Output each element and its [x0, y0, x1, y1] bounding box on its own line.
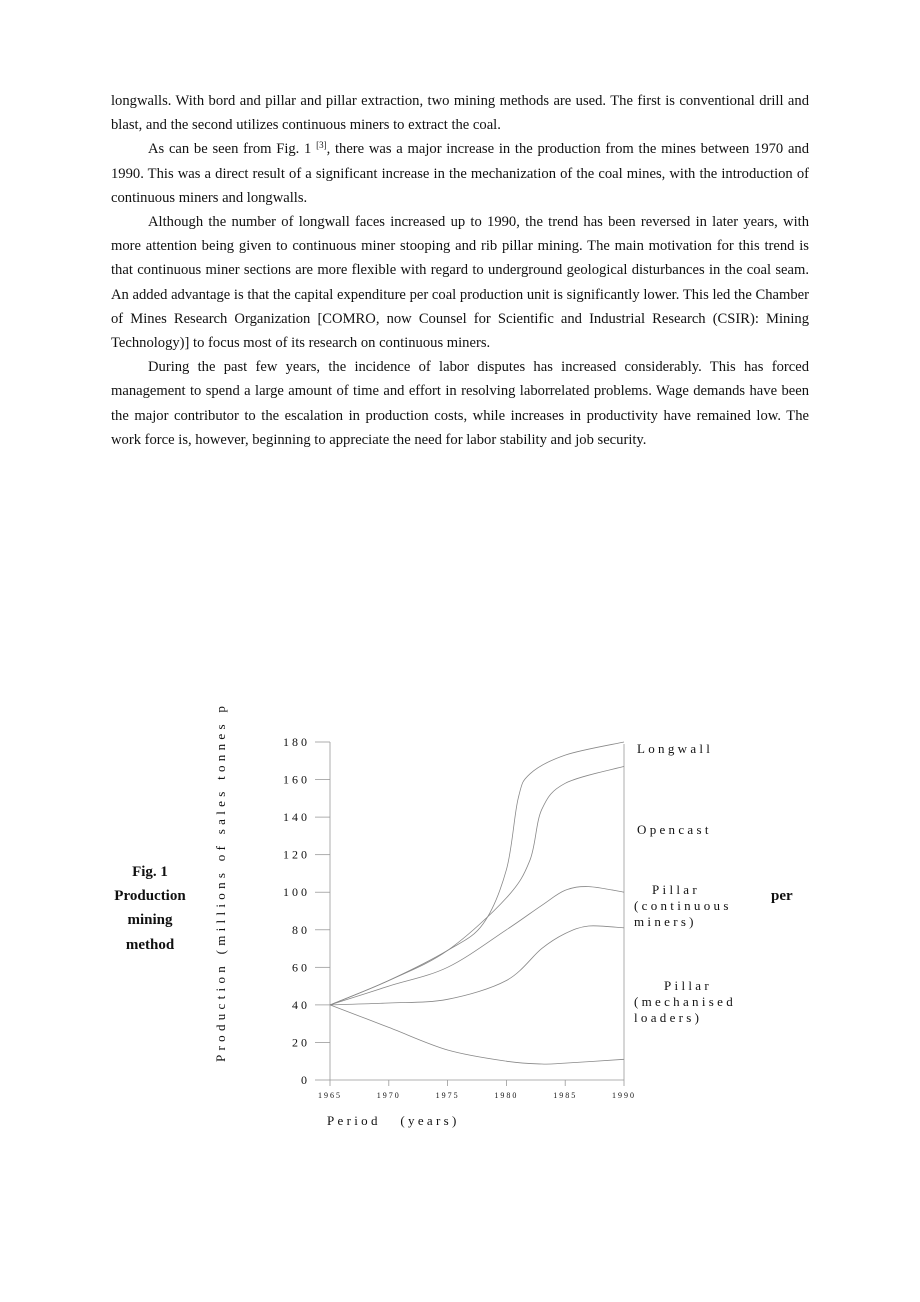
paragraph-4: During the past few years, the incidence of labor disputes has increased considerably. This has forced management to spend a large amount of time and effort in resolving laborrelated problems. Wage demands have been the major contributor to the escalation in production costs, while increases in productivity have remained low. The work force is, however, beginning to appreciate the need for labor stability and job security. — [111, 359, 809, 448]
caption-line: method — [125, 936, 175, 953]
series-label-line: (continuous — [634, 898, 732, 913]
x-tick-label: 1985 — [553, 1091, 578, 1100]
y-tick-label: 0 — [301, 1073, 310, 1087]
y-tick-label: 60 — [292, 960, 310, 975]
caption-line: Fig. 1 — [132, 864, 168, 880]
series-label-line: Longwall — [637, 741, 714, 756]
y-axis-label: Production (millions of sales tonnes p — [213, 701, 228, 1062]
series-label-4 — [634, 978, 742, 1026]
caption-per: per — [771, 888, 793, 904]
x-tick-label: 1975 — [435, 1091, 460, 1100]
y-tick-label: 100 — [283, 885, 310, 900]
x-tick-label: 1990 — [612, 1091, 636, 1100]
series-line-4 — [330, 926, 624, 1005]
x-axis-label: Period (years) — [327, 1113, 460, 1128]
x-tick-label: 1965 — [318, 1091, 342, 1100]
series-label-line: miners) — [634, 914, 697, 929]
paragraph-3: Although the number of longwall faces increased up to 1990, the trend has been reversed in later years, with more attention being given to continuous miner stooping and rib pillar mining. The main motivation for this trend is that continuous miner sections are more flexible with regard to underground geological disturbances in the coal seam. An added advantage is that the capital expenditure per coal production unit is significantly lower. This led the Chamber of Mines Research Organization [COMRO, now Counsel for Scientific and Industrial Research (CSIR): Mining Technology)] to focus most of its research on continuous miners. — [111, 214, 809, 352]
x-tick-label: 1970 — [376, 1091, 401, 1100]
paragraph-2-end: , there was a major increase in the production from the mines between 1970 and 1990. This was a direct result of a significant increase in the mechanization of the coal mines, with the introduction of continuous miners and longwalls. — [111, 141, 810, 206]
paragraph-1: longwalls. With bord and pillar and pillar extraction, two mining methods are used. The first is conventional drill and blast, and the second utilizes continuous miners to extract the coal. — [111, 93, 809, 134]
chart-lines — [330, 742, 624, 1064]
series-line-1 — [330, 742, 624, 1005]
series-line-2 — [330, 766, 624, 1005]
series-label-line: loaders) — [634, 1010, 703, 1025]
y-tick-label: 20 — [292, 1035, 310, 1050]
paragraph-2-start: As can be seen from Fig. 1 — [148, 141, 317, 158]
y-tick-label: 180 — [283, 735, 310, 749]
y-tick-label: 40 — [292, 997, 310, 1012]
series-line-5 — [330, 1005, 624, 1064]
series-label-line: Opencast — [637, 822, 712, 837]
series-label-2 — [637, 822, 712, 838]
caption-line: mining — [127, 912, 173, 929]
series-label-line: (mechanised — [634, 994, 736, 1009]
citation-ref: [3] — [316, 140, 327, 151]
y-tick-label: 160 — [283, 772, 310, 787]
series-label-1 — [637, 741, 713, 757]
y-tick-label: 80 — [292, 922, 310, 937]
y-tick-label: 120 — [283, 847, 310, 862]
series-label-line: Pillar — [664, 978, 712, 993]
caption-line: Production — [114, 888, 186, 905]
series-label-3 — [634, 882, 732, 930]
chart-axes — [283, 735, 636, 1100]
y-tick-label: 140 — [283, 810, 310, 825]
x-tick-label: 1980 — [494, 1091, 519, 1100]
series-label-line: Pillar — [652, 882, 700, 897]
